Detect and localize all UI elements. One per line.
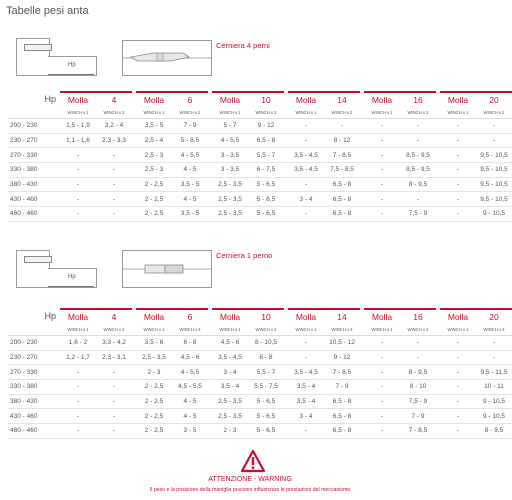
drawer-panel [24, 256, 52, 263]
hp-range-cell: 270 - 330 [8, 148, 60, 163]
warning-title: ATTENZIONE - WARNING [208, 476, 292, 483]
molla-label: Molla [364, 309, 400, 323]
weight-cell: - [364, 380, 400, 395]
weight-cell: 7 - 9 [172, 119, 208, 134]
weight-cell: 3 - 4 [212, 365, 248, 380]
winch-x2-label: WINCH x 2 [172, 106, 208, 119]
weight-cell: 4,5 - 6 [212, 336, 248, 351]
weight-cell: 1,1 - 1,6 [60, 133, 96, 148]
hinge-diagram-2 [122, 250, 212, 288]
winch-header-blank [8, 323, 60, 336]
weight-cell: - [440, 133, 476, 148]
weight-cell: - [476, 336, 512, 351]
hp-range-cell: 270 - 330 [8, 365, 60, 380]
winch-x1-label: WINCH x 1 [364, 106, 400, 119]
weight-cell: 4 - 5 [172, 163, 208, 178]
drawer-panel [24, 44, 52, 51]
molla-label: Molla [288, 92, 324, 106]
weight-cell: 2 - 2,5 [136, 409, 172, 424]
weight-cell: - [440, 365, 476, 380]
weight-cell: 3 - 4 [288, 192, 324, 207]
warning-triangle-icon [240, 449, 266, 473]
molla-group-label: 20 [476, 92, 512, 106]
weight-cell: 8 - 9,5 [476, 424, 512, 439]
table-row [8, 177, 512, 192]
weight-cell: - [440, 409, 476, 424]
weight-cell: 6,5 - 8 [324, 409, 360, 424]
winch-x2-label: WINCH x 2 [400, 323, 436, 336]
weight-cell: 3,5 - 4 [288, 394, 324, 409]
table-row [8, 133, 512, 148]
weight-cell: 2 - 2,5 [136, 380, 172, 395]
molla-group-label: 16 [400, 309, 436, 323]
weight-cell: - [288, 207, 324, 222]
weight-cell: 6 - 8 [248, 350, 284, 365]
winch-x1-label: WINCH x 1 [440, 323, 476, 336]
weight-cell: 3 - 3,5 [212, 163, 248, 178]
molla-label: Molla [60, 92, 96, 106]
weight-cell: - [288, 177, 324, 192]
weight-cell: - [60, 380, 96, 395]
hp-dimension-line [48, 74, 94, 75]
weight-cell: 7,5 - 9 [400, 394, 436, 409]
weight-cell: - [400, 336, 436, 351]
warning-text: Il peso e la posizione della maniglia possono influenzare le prestazioni del meccanismo [149, 487, 351, 493]
weight-cell: 3,5 - 4 [288, 380, 324, 395]
weight-cell: 8 - 9,5 [400, 365, 436, 380]
weight-cell: 5,5 - 7,5 [248, 380, 284, 395]
winch-x1-label: WINCH x 1 [212, 323, 248, 336]
winch-x1-label: WINCH x 1 [60, 106, 96, 119]
hp-range-cell: 330 - 380 [8, 163, 60, 178]
winch-x1-label: WINCH x 1 [136, 106, 172, 119]
weight-cell: 2 - 2,5 [136, 192, 172, 207]
weight-cell: 5 - 6,5 [248, 424, 284, 439]
weight-cell: 3,5 - 4 [212, 380, 248, 395]
winch-x1-label: WINCH x 1 [136, 323, 172, 336]
molla-label: Molla [364, 92, 400, 106]
weight-cell: 2,5 - 3 [136, 163, 172, 178]
weight-cell: 4 - 5 [172, 409, 208, 424]
weight-cell: - [96, 177, 132, 192]
molla-group-label: 20 [476, 309, 512, 323]
weight-cell: 4 - 5 [172, 394, 208, 409]
weight-cell: - [440, 177, 476, 192]
table-row [8, 409, 512, 424]
weight-cell: 6,5 - 8 [324, 192, 360, 207]
weight-cell: 7 - 8,5 [324, 365, 360, 380]
weight-cell: 5 - 6,5 [248, 207, 284, 222]
weight-cell: - [288, 119, 324, 134]
table-row [8, 380, 512, 395]
weight-cell: 1,5 - 1,9 [60, 119, 96, 134]
weight-cell: - [288, 133, 324, 148]
weight-cell: 3,3 - 4,2 [96, 336, 132, 351]
weight-cell: - [96, 163, 132, 178]
hp-range-cell: 230 - 270 [8, 133, 60, 148]
weight-cell: 3 - 4 [288, 409, 324, 424]
weight-cell: 2 - 3 [212, 424, 248, 439]
molla-group-label: 6 [172, 92, 208, 106]
hinge-note-1: Cerniera 4 perni [216, 41, 270, 50]
weight-cell: - [96, 365, 132, 380]
winch-x2-label: WINCH x 2 [96, 106, 132, 119]
weight-cell: - [96, 207, 132, 222]
table-row [8, 119, 512, 134]
weight-cell: 2,5 - 3,5 [212, 207, 248, 222]
hinge-note-2: Cerniera 1 perno [216, 251, 273, 260]
molla-label: Molla [212, 92, 248, 106]
weight-cell: 2,5 - 3 [136, 148, 172, 163]
molla-label: Molla [136, 92, 172, 106]
weight-cell: 5 - 6,5 [248, 409, 284, 424]
weight-cell: 9,5 - 10,5 [476, 177, 512, 192]
weight-cell: 4 - 5,5 [172, 148, 208, 163]
weight-cell: - [60, 424, 96, 439]
hp-header: Hp [44, 311, 56, 321]
weight-cell: - [400, 350, 436, 365]
weight-cell: - [364, 148, 400, 163]
weight-cell: 2,3 - 3,3 [96, 133, 132, 148]
weight-cell: 5 - 6,5 [248, 394, 284, 409]
table-row [8, 192, 512, 207]
weight-cell: 9,5 - 11,5 [476, 365, 512, 380]
weight-cell: - [96, 148, 132, 163]
weight-cell: 6,5 - 8 [248, 133, 284, 148]
weight-cell: 6,5 - 8 [324, 424, 360, 439]
molla-group-label: 14 [324, 309, 360, 323]
hp-range-cell: 380 - 430 [8, 394, 60, 409]
hp-range-cell: 380 - 430 [8, 177, 60, 192]
hinge-1-pin-icon [123, 251, 211, 287]
weight-cell: - [440, 380, 476, 395]
hinge-4-pin-icon [123, 41, 211, 75]
weight-cell: 3,5 - 4,5 [288, 148, 324, 163]
weight-cell: 6 - 7,5 [248, 163, 284, 178]
weight-cell: 7,5 - 9 [400, 207, 436, 222]
weight-cell: 8 - 12 [324, 133, 360, 148]
table-row [8, 424, 512, 439]
weight-cell: - [364, 177, 400, 192]
weight-cell: - [364, 365, 400, 380]
winch-x2-label: WINCH x 2 [248, 323, 284, 336]
weight-cell: 10 - 11 [476, 380, 512, 395]
weight-cell: 6,5 - 8 [324, 207, 360, 222]
molla-label: Molla [440, 92, 476, 106]
winch-x2-label: WINCH x 2 [476, 106, 512, 119]
table-row [8, 336, 512, 351]
molla-label: Molla [60, 309, 96, 323]
weight-cell: - [60, 365, 96, 380]
weight-cell: 5 - 7 [212, 119, 248, 134]
weight-cell: 8 - 9,5 [400, 177, 436, 192]
weight-cell: - [60, 148, 96, 163]
molla-label: Molla [440, 309, 476, 323]
weight-cell: 9 - 12 [248, 119, 284, 134]
weight-cell: 3,5 - 6 [136, 336, 172, 351]
weight-cell: 3,5 - 4,5 [288, 163, 324, 178]
weight-cell: 9,5 - 10,5 [476, 148, 512, 163]
weight-cell: 2,5 - 3,5 [212, 394, 248, 409]
weight-cell: - [440, 336, 476, 351]
weight-cell: 4,5 - 6 [172, 350, 208, 365]
weight-cell: 2 - 2,5 [136, 177, 172, 192]
weight-cell: - [440, 192, 476, 207]
molla-label: Molla [212, 309, 248, 323]
weight-cell: - [364, 163, 400, 178]
weight-cell: - [364, 409, 400, 424]
weight-cell: 5,5 - 7 [248, 148, 284, 163]
weight-cell: 8,5 - 9,5 [400, 148, 436, 163]
molla-group-label: 14 [324, 92, 360, 106]
weight-cell: 2,3 - 3,1 [96, 350, 132, 365]
molla-group-label: 4 [96, 309, 132, 323]
weight-cell: 5 - 6,5 [248, 177, 284, 192]
weight-cell: 7,5 - 8,5 [324, 163, 360, 178]
weight-cell: 5,5 - 7 [248, 365, 284, 380]
weight-cell: 3,5 - 5 [172, 207, 208, 222]
weight-cell: 3,2 - 4 [96, 119, 132, 134]
molla-group-label: 10 [248, 92, 284, 106]
weight-cell: 6 - 8 [172, 336, 208, 351]
winch-x2-label: WINCH x 2 [248, 106, 284, 119]
weight-table-4-pin [8, 91, 512, 222]
page-title: Tabelle pesi anta [6, 5, 89, 17]
weight-cell: - [60, 394, 96, 409]
weight-cell: - [440, 119, 476, 134]
weight-cell: - [60, 192, 96, 207]
hp-range-cell: 330 - 380 [8, 380, 60, 395]
table-row [8, 394, 512, 409]
weight-cell: 7 - 9 [400, 409, 436, 424]
molla-group-label: 10 [248, 309, 284, 323]
weight-cell: 1,6 - 2 [60, 336, 96, 351]
weight-cell: - [96, 409, 132, 424]
table-row [8, 163, 512, 178]
weight-cell: 9,5 - 10,5 [476, 192, 512, 207]
winch-x1-label: WINCH x 1 [364, 323, 400, 336]
weight-table-1-pin [8, 308, 512, 439]
molla-group-label: 16 [400, 92, 436, 106]
weight-cell: 7 - 8,5 [324, 148, 360, 163]
weight-cell: - [364, 119, 400, 134]
weight-cell: - [364, 336, 400, 351]
table-row [8, 207, 512, 222]
molla-label: Molla [136, 309, 172, 323]
winch-x1-label: WINCH x 1 [60, 323, 96, 336]
weight-cell: - [400, 133, 436, 148]
hinge-diagram-1 [122, 40, 212, 76]
weight-cell: 3,5 - 5 [136, 119, 172, 134]
weight-cell: - [60, 409, 96, 424]
weight-cell: - [96, 424, 132, 439]
winch-x2-label: WINCH x 2 [172, 323, 208, 336]
weight-cell: 9 - 10,5 [476, 409, 512, 424]
weight-cell: - [400, 192, 436, 207]
weight-cell: - [96, 394, 132, 409]
weight-cell: 4 - 5,5 [172, 365, 208, 380]
weight-cell: - [60, 207, 96, 222]
winch-header-blank [8, 106, 60, 119]
weight-cell: 4 - 5,5 [212, 133, 248, 148]
weight-cell: 5 - 8,5 [172, 133, 208, 148]
weight-cell: 2,5 - 3,5 [136, 350, 172, 365]
hp-range-cell: 200 - 230 [8, 336, 60, 351]
weight-cell: - [364, 192, 400, 207]
table-row [8, 365, 512, 380]
weight-cell: 4 - 5 [172, 192, 208, 207]
hp-range-cell: 430 - 460 [8, 192, 60, 207]
weight-cell: 9,5 - 10,5 [476, 163, 512, 178]
weight-cell: - [96, 192, 132, 207]
table-row [8, 350, 512, 365]
weight-cell: - [476, 133, 512, 148]
weight-cell: - [440, 207, 476, 222]
hp-range-cell: 230 - 270 [8, 350, 60, 365]
weight-cell: - [364, 424, 400, 439]
weight-cell: 2 - 2,5 [136, 394, 172, 409]
weight-cell: 2,5 - 4 [136, 133, 172, 148]
table-row [8, 148, 512, 163]
weight-cell: 10,5 - 12 [324, 336, 360, 351]
weight-cell: 2,5 - 3,5 [212, 409, 248, 424]
weight-cell: 5 - 6,5 [248, 192, 284, 207]
hp-range-cell: 430 - 460 [8, 409, 60, 424]
weight-cell: - [364, 394, 400, 409]
weight-cell: 4,5 - 5,5 [172, 380, 208, 395]
weight-cell: 3,5 - 4,5 [288, 365, 324, 380]
weight-cell: - [476, 350, 512, 365]
hp-header: Hp [44, 94, 56, 104]
weight-cell: - [476, 119, 512, 134]
weight-cell: 2 - 2,5 [136, 424, 172, 439]
winch-x1-label: WINCH x 1 [212, 106, 248, 119]
weight-cell: - [60, 177, 96, 192]
winch-x2-label: WINCH x 2 [400, 106, 436, 119]
weight-cell: - [324, 119, 360, 134]
weight-cell: - [400, 119, 436, 134]
winch-x1-label: WINCH x 1 [288, 323, 324, 336]
hp-dimension-label: Hp [68, 274, 76, 280]
weight-cell: 3 - 5 [172, 424, 208, 439]
hp-dimension-label: Hp [68, 62, 76, 68]
weight-cell: 6,5 - 8 [324, 394, 360, 409]
hp-dimension-line [48, 286, 94, 287]
weight-cell: 2 - 3 [136, 365, 172, 380]
weight-cell: 7 - 9 [324, 380, 360, 395]
weight-cell: - [364, 207, 400, 222]
winch-x1-label: WINCH x 1 [288, 106, 324, 119]
weight-cell: 7 - 8,5 [400, 424, 436, 439]
weight-cell: 6,5 - 8 [324, 177, 360, 192]
weight-cell: - [364, 133, 400, 148]
hp-range-cell: 460 - 460 [8, 424, 60, 439]
hp-range-cell: 200 - 230 [8, 119, 60, 134]
weight-cell: - [364, 350, 400, 365]
weight-cell: 8 - 10,5 [248, 336, 284, 351]
weight-cell: 3,5 - 4,5 [212, 350, 248, 365]
winch-x2-label: WINCH x 2 [476, 323, 512, 336]
molla-label: Molla [288, 309, 324, 323]
weight-cell: - [60, 163, 96, 178]
weight-cell: 2 - 2,5 [136, 207, 172, 222]
molla-group-label: 6 [172, 309, 208, 323]
weight-cell: - [440, 163, 476, 178]
weight-cell: 2,5 - 3,5 [212, 192, 248, 207]
weight-cell: 8 - 10 [400, 380, 436, 395]
hp-range-cell: 460 - 460 [8, 207, 60, 222]
winch-x1-label: WINCH x 1 [440, 106, 476, 119]
weight-cell: - [440, 148, 476, 163]
weight-cell: 2,5 - 3,5 [212, 177, 248, 192]
weight-cell: 9 - 10,5 [476, 394, 512, 409]
weight-cell: - [288, 350, 324, 365]
winch-x2-label: WINCH x 2 [96, 323, 132, 336]
weight-cell: - [288, 336, 324, 351]
weight-cell: - [96, 380, 132, 395]
weight-cell: 9 - 12 [324, 350, 360, 365]
weight-cell: 3,5 - 5 [172, 177, 208, 192]
weight-cell: 9 - 10,5 [476, 207, 512, 222]
winch-x2-label: WINCH x 2 [324, 106, 360, 119]
weight-cell: - [440, 350, 476, 365]
weight-cell: - [440, 424, 476, 439]
molla-group-label: 4 [96, 92, 132, 106]
weight-cell: 3 - 3,5 [212, 148, 248, 163]
weight-cell: - [440, 394, 476, 409]
weight-cell: - [288, 424, 324, 439]
weight-cell: 8,5 - 9,5 [400, 163, 436, 178]
weight-cell: 1,2 - 1,7 [60, 350, 96, 365]
winch-x2-label: WINCH x 2 [324, 323, 360, 336]
